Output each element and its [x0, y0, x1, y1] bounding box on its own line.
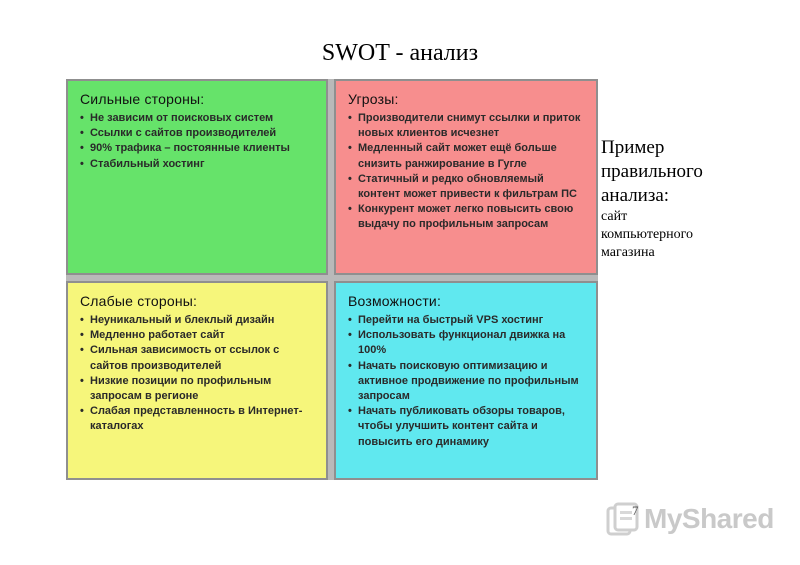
slide-number: 7	[632, 503, 639, 518]
list-item: • Не зависим от поисковых систем	[80, 111, 316, 126]
list-item: • Низкие позиции по профильным запросам в регионе	[80, 374, 316, 404]
list-item: • Слабая представленность в Интернет-каталогах	[80, 404, 316, 434]
list-item: • Конкурент может легко повысить свою выдачу по профильным запросам	[348, 202, 586, 232]
list-item: • 90% трафика – постоянные клиенты	[80, 141, 316, 156]
side-note	[601, 136, 791, 262]
opportunities-heading: Возможности:	[348, 293, 442, 309]
myshared-watermark-text: MyShared	[644, 503, 774, 534]
threats-heading: Угрозы:	[348, 91, 399, 107]
side-note-line: анализа:	[601, 185, 670, 206]
page-title: SWOT - анализ	[321, 40, 479, 66]
list-item: • Сильная зависимость от ссылок с сайтов производителей	[80, 343, 316, 373]
side-note-line: компьютерного	[601, 227, 694, 242]
list-item: • Перейти на быстрый VPS хостинг	[348, 313, 586, 328]
weaknesses-list	[80, 313, 316, 435]
threats-list	[348, 111, 586, 233]
threats-quadrant	[334, 79, 598, 275]
strengths-heading: Сильные стороны:	[80, 91, 205, 107]
list-item: • Использовать функционал движка на 100%	[348, 328, 586, 358]
weaknesses-quadrant	[66, 281, 328, 480]
list-item: • Начать публиковать обзоры товаров, чтобы улучшить контент сайта и повысить его динамику	[348, 404, 586, 450]
list-item: • Медленно работает сайт	[80, 328, 316, 343]
opportunities-quadrant	[334, 281, 598, 480]
list-item: • Статичный и редко обновляемый контент может привести к фильтрам ПС	[348, 172, 586, 202]
opportunities-list	[348, 313, 586, 450]
list-item: • Начать поисковую оптимизацию и активное продвижение по профильным запросам	[348, 359, 586, 405]
side-note-line: сайт	[601, 209, 628, 224]
swot-matrix	[66, 79, 598, 480]
list-item: • Медленный сайт может ещё больше снизить ранжирование в Гугле	[348, 141, 586, 171]
list-item: • Неуникальный и блеклый дизайн	[80, 313, 316, 328]
side-note-line: Пример	[601, 137, 665, 158]
list-item: • Ссылки с сайтов производителей	[80, 126, 316, 141]
side-note-line: правильного	[601, 161, 703, 182]
list-item: • Стабильный хостинг	[80, 157, 316, 172]
list-item: • Производители снимут ссылки и приток новых клиентов исчезнет	[348, 111, 586, 141]
strengths-quadrant	[66, 79, 328, 275]
weaknesses-heading: Слабые стороны:	[80, 293, 198, 309]
side-note-line: магазина	[601, 245, 655, 260]
strengths-list	[80, 111, 316, 172]
